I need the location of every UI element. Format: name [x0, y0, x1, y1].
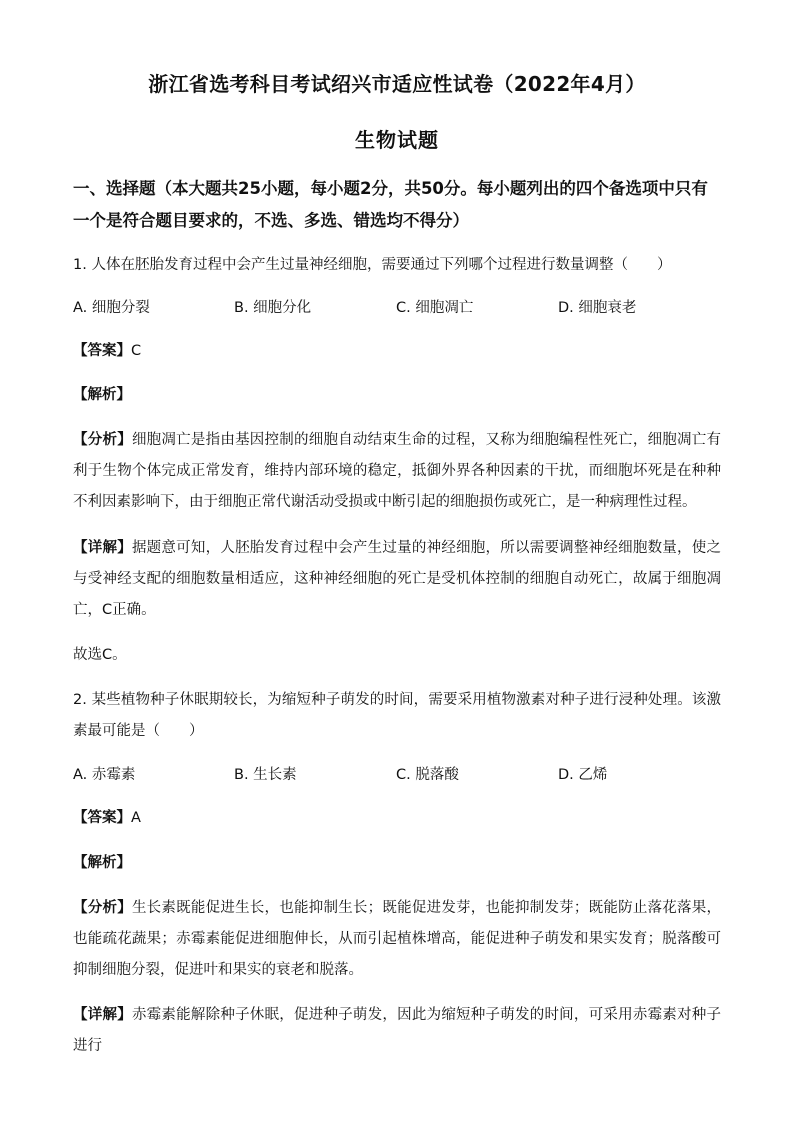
answer-label: 【答案】	[73, 343, 131, 359]
question-2-analysis-label	[73, 848, 721, 879]
question-1-answer	[73, 336, 721, 367]
question-1-option-b: B. 细胞分化	[234, 300, 312, 316]
question-1-conclusion: 故选C。	[73, 647, 127, 663]
analysis-label: 【解析】	[73, 387, 131, 403]
question-2-fenxi	[73, 893, 721, 986]
question-2-xiangjie	[73, 1000, 721, 1062]
question-1-option-a: A. 细胞分裂	[73, 300, 150, 316]
question-2-option-c: C. 脱落酸	[396, 767, 459, 783]
answer-value: A	[131, 810, 141, 826]
fenxi-label: 【分析】	[73, 900, 132, 916]
question-2-stem: 2. 某些植物种子休眠期较长，为缩短种子萌发的时间，需要采用植物激素对种子进行浸种处理。该激素最可能是（ ）	[73, 692, 721, 739]
question-1-option-d: D. 细胞衰老	[558, 300, 637, 316]
fenxi-label: 【分析】	[73, 432, 132, 448]
question-2-option-b: B. 生长素	[234, 767, 297, 783]
question-2-option-a: A. 赤霉素	[73, 767, 136, 783]
fenxi-text: 细胞凋亡是指由基因控制的细胞自动结束生命的过程，又称为细胞编程性死亡，细胞凋亡有利于生物个体完成正常发育，维持内部环境的稳定，抵御外界各种因素的干扰，而细胞坏死是在种种不利因素影响下，由于细胞正常代谢活动受损或中断引起的细胞损伤或死亡，是一种病理性过程。	[73, 432, 722, 510]
answer-value: C	[131, 343, 142, 359]
question-1-analysis-label	[73, 380, 721, 411]
question-1-fenxi	[73, 425, 721, 518]
answer-label: 【答案】	[73, 810, 131, 826]
question-1-xiangjie	[73, 533, 721, 626]
xiangjie-text: 据题意可知，人胚胎发育过程中会产生过量的神经细胞，所以需要调整神经细胞数量，使之与受神经支配的细胞数量相适应，这种神经细胞的死亡是受机体控制的细胞自动死亡，故属于细胞凋亡，C正确。	[73, 540, 722, 618]
document-subtitle: 生物试题	[355, 128, 439, 152]
section-heading: 一、选择题（本大题共25小题，每小题2分，共50分。每小题列出的四个备选项中只有一个是符合题目要求的，不选、多选、错选均不得分）	[73, 179, 708, 230]
question-1-stem: 1. 人体在胚胎发育过程中会产生过量神经细胞，需要通过下列哪个过程进行数量调整（ ）	[73, 257, 672, 273]
xiangjie-label: 【详解】	[73, 540, 132, 556]
analysis-label: 【解析】	[73, 855, 131, 871]
question-1-option-c: C. 细胞凋亡	[396, 300, 474, 316]
xiangjie-label: 【详解】	[73, 1007, 132, 1023]
question-1-options	[73, 296, 721, 320]
question-2-option-d: D. 乙烯	[558, 767, 608, 783]
document-title: 浙江省选考科目考试绍兴市适应性试卷（2022年4月）	[148, 72, 646, 96]
question-2-answer	[73, 803, 721, 834]
question-2-options	[73, 763, 721, 787]
xiangjie-text: 赤霉素能解除种子休眠，促进种子萌发，因此为缩短种子萌发的时间，可采用赤霉素对种子进行	[73, 1007, 722, 1054]
fenxi-text: 生长素既能促进生长，也能抑制生长；既能促进发芽，也能抑制发芽；既能防止落花落果，也能疏花蔬果；赤霉素能促进细胞伸长，从而引起植株增高，能促进种子萌发和果实发育；脱落酸可抑制细胞分裂，促进叶和果实的衰老和脱落。	[73, 900, 722, 978]
